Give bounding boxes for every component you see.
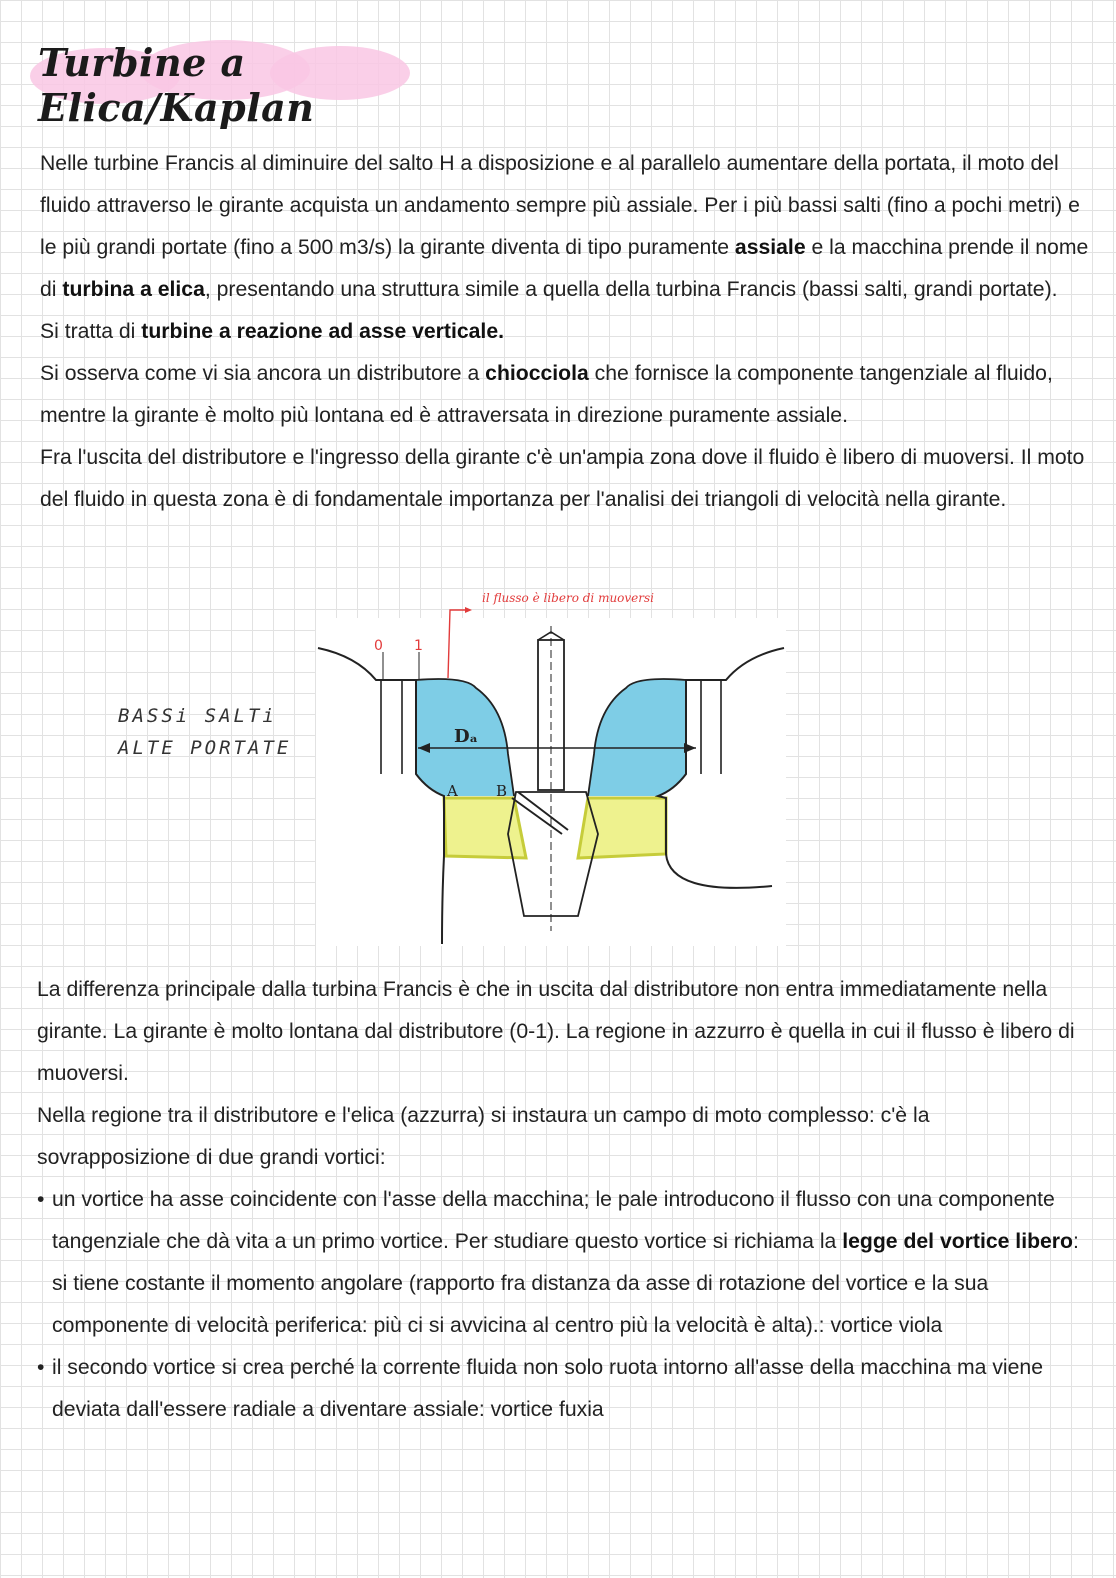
paragraph: Nella regione tra il distributore e l'elica (azzurra) si instaura un campo di moto complesso: c'è la sovrapposizione di due grandi vortici:	[37, 1104, 930, 1169]
handwritten-note	[118, 700, 291, 764]
label-0: 0	[374, 638, 383, 654]
note-line: ALTE PORTATE	[118, 737, 292, 759]
page-title: Turbine a Elica/Kaplan	[38, 40, 315, 130]
bullet-text: : si tiene costante il momento angolare (rapporto fra distanza da asse di rotazione del vortice e la sua componente di velocità periferica: più ci si avvicina al centro più la velocità è alta).: vortice viola	[52, 1230, 1079, 1337]
intro-part: , presentando una struttura simile a quella della turbina Francis (bassi salti, grandi portate).	[204, 278, 1058, 301]
bold-term: assiale	[734, 236, 806, 259]
annotation-arrowhead	[465, 607, 472, 613]
list-item: • il secondo vortice si crea perché la corrente fluida non solo ruota intorno all'asse della macchina ma viene deviata dall'essere radiale a diventare assiale: vortice fuxia	[37, 1347, 1087, 1431]
bold-term: turbina a elica	[62, 278, 205, 301]
intro-part: Fra l'uscita del distributore e l'ingresso della girante c'è un'ampia zona dove il fluido è libero di muoversi. Il moto del fluido in questa zona è di fondamentale importanza per l'analisi dei triangoli di velocità nella girante.	[40, 446, 1085, 511]
intro-text	[40, 143, 1090, 521]
list-item	[37, 1179, 1087, 1347]
intro-part: Nelle turbine Francis al diminuire del salto H a disposizione e al parallelo aumentare della portata, il moto del fluido attraverso le girante acquista un andamento sempre più assiale. Per i più bassi salti (fino a pochi metri) e le più grandi portate (fino a 500 m3/s) la girante diventa di tipo puramente	[40, 152, 1080, 259]
paragraph: La differenza principale dalla turbina Francis è che in uscita dal distributore non entra immediatamente nella girante. La girante è molto lontana dal distributore (0-1). La regione in azzurro è quella in cui il flusso è libero di muoversi.	[37, 978, 1075, 1085]
label-1: 1	[414, 638, 423, 654]
bullet-text: un vortice ha asse coincidente con l'asse della macchina; le pale introducono il flusso con una componente tangenziale che dà vita a un primo vortice. Per studiare questo vortice si richiama la	[52, 1188, 1055, 1253]
label-da: Dₐ	[454, 726, 478, 747]
note-line: BASSi SALTi	[118, 705, 277, 727]
body-text	[37, 969, 1087, 1431]
intro-part: che fornisce la componente tangenziale al fluido, mentre la girante è molto più lontana ed è attraversata in direzione puramente assiale.	[40, 362, 1053, 427]
label-b: B	[496, 782, 508, 800]
bold-term: chiocciola	[485, 362, 589, 385]
label-a: A	[447, 782, 458, 800]
intro-part: Si osserva come vi sia ancora un distributore a	[40, 362, 486, 385]
bold-term: turbine a reazione ad asse verticale.	[141, 320, 504, 343]
intro-part: e la macchina prende il nome di	[40, 236, 1089, 301]
intro-part: Si tratta di	[40, 320, 142, 343]
title-area	[30, 34, 410, 130]
bold-term: legge del vortice libero	[842, 1230, 1073, 1253]
kaplan-turbine-diagram	[316, 586, 786, 946]
annotation-text: il flusso è libero di muoversi	[482, 591, 655, 605]
